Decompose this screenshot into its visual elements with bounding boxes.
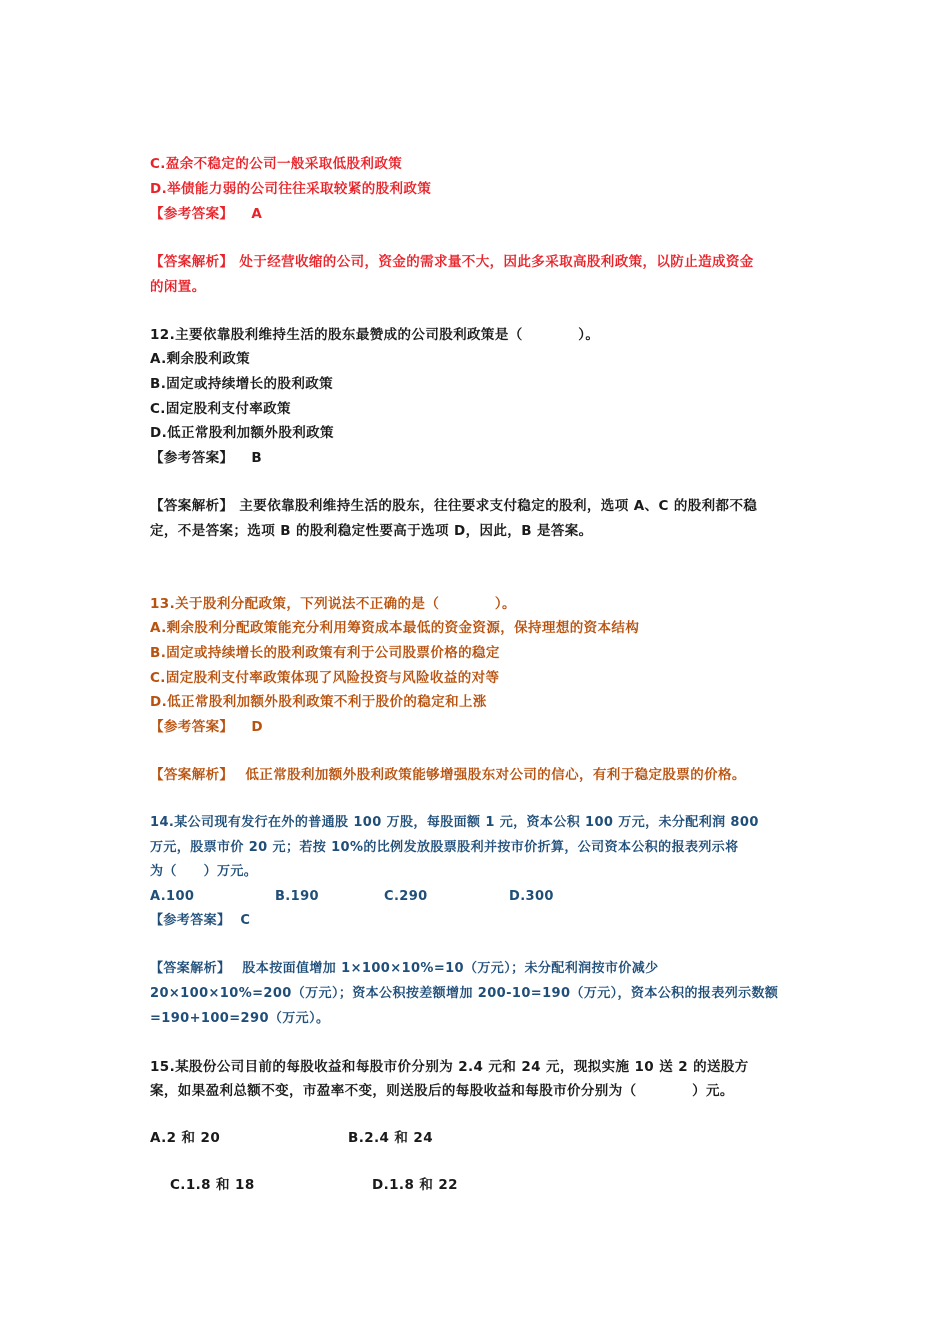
- q13-answer-line: [150, 718, 263, 736]
- answer-value: D: [251, 719, 264, 735]
- q12-option-d: D.低正常股利加额外股利政策: [150, 425, 334, 441]
- q15-option-b: B.2.4 和 24: [348, 1130, 434, 1146]
- q15-stem-line-1: 15.某股份公司目前的每股收益和每股市价分别为 2.4 元和 24 元，现拟实施 10 送 2 的送股方: [150, 1059, 749, 1075]
- q14-option-b: B.190: [275, 889, 319, 904]
- q12-analysis-line-1: 【答案解析】 主要依靠股利维持生活的股东，往往要求支付稳定的股利，选项 A、C 的股利都不稳: [150, 498, 758, 514]
- analysis-label: 【答案解析】: [150, 254, 234, 270]
- answer-label: 【参考答案】: [150, 206, 234, 222]
- q12-option-c: C.固定股利支付率政策: [150, 401, 291, 417]
- answer-value: C: [240, 913, 251, 928]
- q14-answer-line: [150, 912, 250, 930]
- q14-options: [150, 888, 554, 906]
- answer-value: A: [251, 206, 263, 222]
- q11-analysis-line-1: 【答案解析】 处于经营收缩的公司，资金的需求量不大，因此多采取高股利政策，以防止造成资金: [150, 254, 754, 270]
- q15-stem-line-2: 案，如果盈利总额不变，市盈率不变，则送股后的每股收益和每股市价分别为（ ）元。: [150, 1083, 734, 1099]
- q14-stem-line-1: 14.某公司现有发行在外的普通股 100 万股，每股面额 1 元，资本公积 100 万元，未分配利润 800: [150, 815, 759, 830]
- q13-option-b: B.固定或持续增长的股利政策有利于公司股票价格的稳定: [150, 645, 500, 661]
- answer-label: 【参考答案】: [150, 913, 231, 928]
- q11-analysis-line-2: 的闲置。: [150, 279, 206, 295]
- analysis-label: 【答案解析】: [150, 767, 234, 783]
- q13-option-c: C.固定股利支付率政策体现了风险投资与风险收益的对等: [150, 670, 500, 686]
- answer-label: 【参考答案】: [150, 719, 234, 735]
- q14-analysis-line-1: 【答案解析】 股本按面值增加 1×100×10%=10（万元）；未分配利润按市价减少: [150, 961, 659, 976]
- q12-analysis-line-2: 定，不是答案；选项 B 的股利稳定性要高于选项 D，因此，B 是答案。: [150, 523, 593, 539]
- q12-option-a: A.剩余股利政策: [150, 351, 251, 367]
- analysis-label: 【答案解析】: [150, 961, 231, 976]
- q11-answer-line: [150, 205, 262, 223]
- q12-stem: 12.主要依靠股利维持生活的股东最赞成的公司股利政策是（ ）。: [150, 327, 600, 343]
- q14-analysis-line-2: 20×100×10%=200（万元）；资本公积按差额增加 200-10=190（万元），资本公积的报表列示数额: [150, 986, 779, 1001]
- q13-analysis-line-1: 【答案解析】 低正常股利加额外股利政策能够增强股东对公司的信心，有利于稳定股票的价格。: [150, 767, 746, 783]
- q13-option-a: A.剩余股利分配政策能充分利用筹资成本最低的资金资源，保持理想的资本结构: [150, 620, 640, 636]
- q14-option-d: D.300: [509, 889, 554, 904]
- q14-analysis-line-3: =190+100=290（万元）。: [150, 1011, 330, 1026]
- q15-option-a: A.2 和 20: [150, 1130, 221, 1146]
- q11-option-d: D.举债能力弱的公司往往采取较紧的股利政策: [150, 181, 432, 197]
- analysis-label: 【答案解析】: [150, 498, 234, 514]
- answer-value: B: [251, 450, 263, 466]
- q12-answer-line: [150, 449, 262, 467]
- q15-option-c: C.1.8 和 18: [170, 1177, 255, 1193]
- q12-option-b: B.固定或持续增长的股利政策: [150, 376, 334, 392]
- q13-stem: 13.关于股利分配政策，下列说法不正确的是（ ）。: [150, 596, 516, 612]
- q14-stem-line-2: 万元，股票市价 20 元；若按 10%的比例发放股票股利并按市价折算，公司资本公积的报表列示将: [150, 840, 739, 855]
- answer-label: 【参考答案】: [150, 450, 234, 466]
- q14-option-a: A.100: [150, 889, 195, 904]
- q11-option-c: C.盈余不稳定的公司一般采取低股利政策: [150, 156, 403, 172]
- q15-option-d: D.1.8 和 22: [372, 1177, 458, 1193]
- q14-option-c: C.290: [384, 889, 428, 904]
- q13-option-d: D.低正常股利加额外股利政策不利于股价的稳定和上涨: [150, 694, 487, 710]
- q14-stem-line-3: 为（ ）万元。: [150, 864, 258, 879]
